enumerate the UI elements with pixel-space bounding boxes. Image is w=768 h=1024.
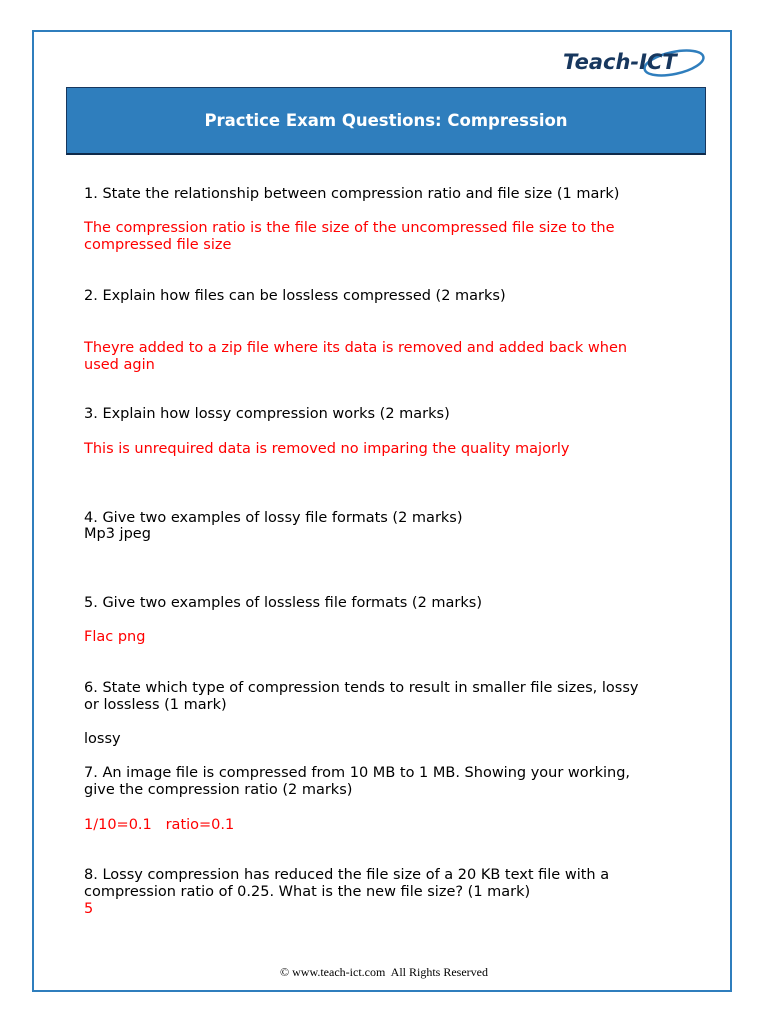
question-6-text: or lossless (1 mark) (84, 697, 227, 713)
question-6-text: 6. State which type of compression tends to result in smaller file sizes, lossy (84, 680, 639, 696)
title-banner (66, 87, 706, 155)
question-5-text: 5. Give two examples of lossless file formats (2 marks) (84, 595, 482, 611)
question-3-text: 3. Explain how lossy compression works (2 marks) (84, 406, 450, 422)
answer-3-text: This is unrequired data is removed no imparing the quality majorly (84, 441, 570, 457)
question-7-text: give the compression ratio (2 marks) (84, 782, 353, 798)
answer-1-text: compressed file size (84, 237, 232, 253)
copyright-footer: © www.teach-ict.com All Rights Reserved (280, 965, 488, 979)
page-title: Practice Exam Questions: Compression (204, 111, 568, 130)
answer-7-text: 1/10=0.1 ratio=0.1 (84, 817, 235, 833)
question-1-text: 1. State the relationship between compression ratio and file size (1 mark) (84, 186, 620, 202)
question-8-text: compression ratio of 0.25. What is the new file size? (1 mark) (84, 884, 531, 900)
svg-text:Teach-ICT: Teach-ICT (563, 50, 677, 74)
question-4-text: 4. Give two examples of lossy file formats (2 marks) (84, 510, 463, 526)
answer-8-text: 5 (84, 901, 94, 917)
question-7-text: 7. An image file is compressed from 10 MB to 1 MB. Showing your working, (84, 765, 631, 781)
question-8-text: 8. Lossy compression has reduced the file size of a 20 KB text file with a (84, 867, 610, 883)
answer-1-text: The compression ratio is the file size of the uncompressed file size to the (84, 220, 615, 236)
answer-2-text: used agin (84, 357, 155, 373)
question-2-text: 2. Explain how files can be lossless compressed (2 marks) (84, 288, 506, 304)
answer-6-text: lossy (84, 731, 121, 747)
answer-2-text: Theyre added to a zip file where its data is removed and added back when (84, 340, 628, 356)
answer-4-text: Mp3 jpeg (84, 526, 151, 542)
answer-5-text: Flac png (84, 629, 146, 645)
teach-ict-logo (561, 46, 707, 78)
